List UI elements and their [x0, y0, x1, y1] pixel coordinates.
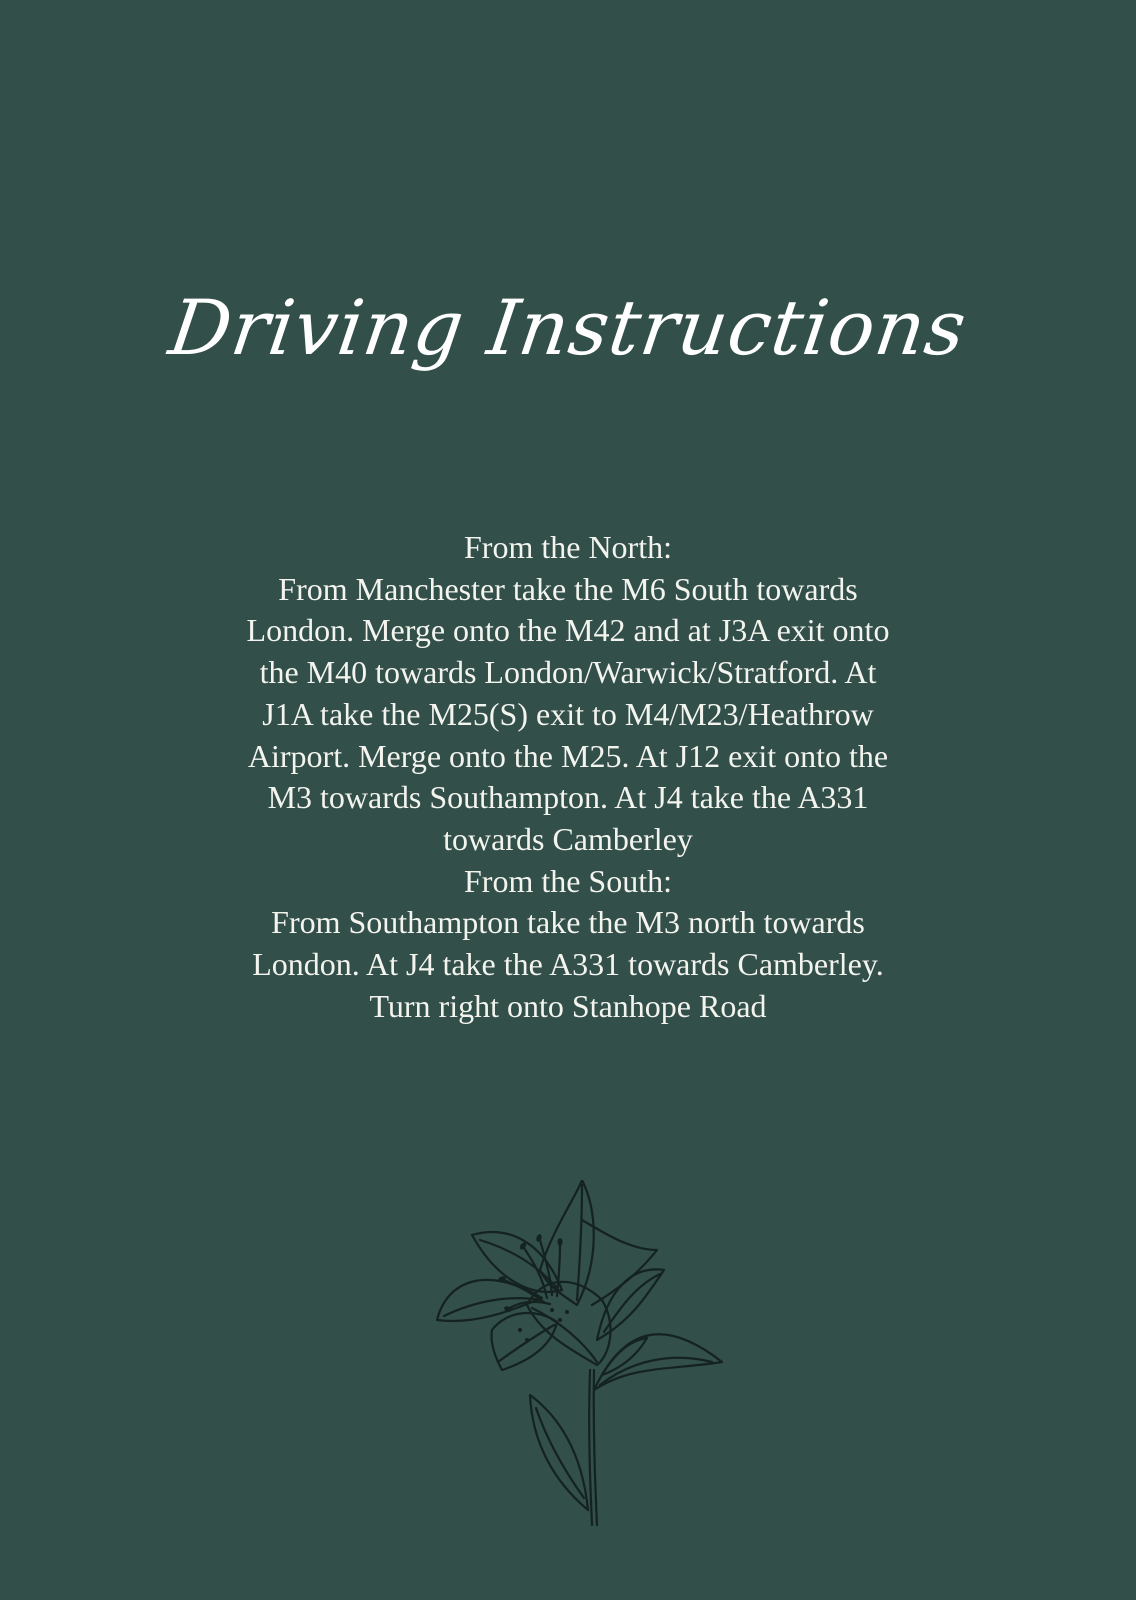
- lily-flower-icon: [432, 1180, 732, 1530]
- south-line: Turn right onto Stanhope Road: [369, 987, 767, 1024]
- north-line: J1A take the M25(S) exit to M4/M23/Heathrow: [262, 695, 874, 732]
- north-line: From Manchester take the M6 South towards: [278, 570, 858, 607]
- north-heading: From the North:: [464, 529, 672, 565]
- north-line: the M40 towards London/Warwick/Stratford. At: [259, 654, 877, 691]
- south-line: London. At J4 take the A331 towards Camberley.: [252, 946, 884, 983]
- directions-text: [190, 527, 946, 1027]
- north-line: towards Camberley: [443, 820, 693, 857]
- south-heading: From the South:: [463, 862, 672, 899]
- north-line: Airport. Merge onto the M25. At J12 exit onto the: [247, 737, 889, 774]
- north-line: M3 towards Southampton. At J4 take the A331: [267, 779, 869, 816]
- page-title: Driving Instructions: [164, 283, 973, 372]
- north-line: London. Merge onto the M42 and at J3A exit onto: [246, 612, 890, 649]
- south-line: From Southampton take the M3 north towards: [271, 904, 865, 941]
